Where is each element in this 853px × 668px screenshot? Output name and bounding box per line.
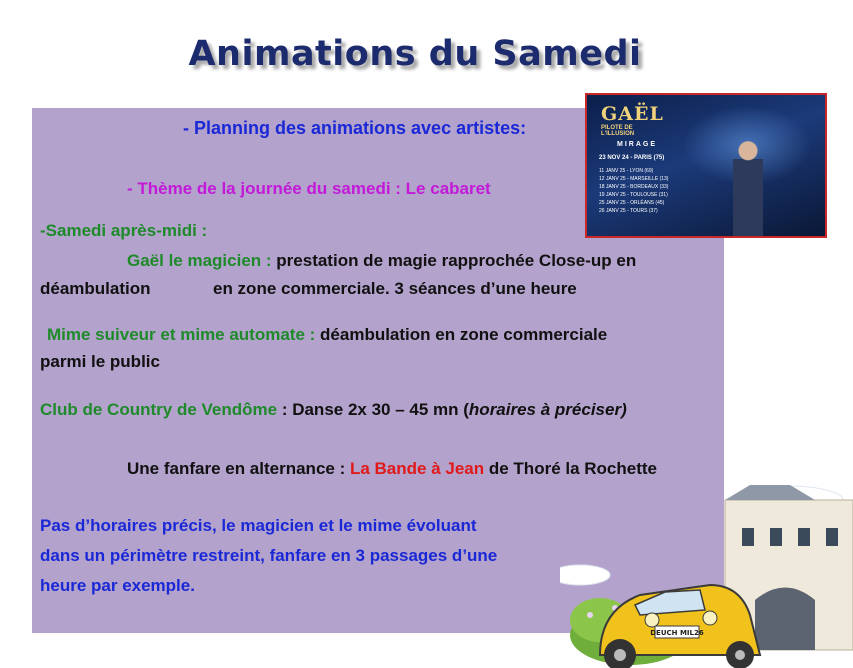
magician-line-2-a: déambulation: [40, 279, 151, 298]
poster-main-date: 23 NOV 24 - PARIS (75): [599, 155, 665, 161]
poster-date-item: 19 JANV 25 - TOULOUSE (31): [599, 192, 668, 198]
mime-line-2: parmi le public: [40, 352, 160, 371]
note-line-1: Pas d’horaires précis, le magicien et le mime évoluant: [40, 516, 477, 535]
poster-date-item: 12 JANV 25 - MARSEILLE (13): [599, 176, 669, 182]
note-line-3: heure par exemple.: [40, 576, 195, 595]
castle-car-illustration: [560, 480, 853, 668]
theme-line: - Thème de la journée du samedi : Le cabaret: [127, 179, 491, 198]
note-line-2: dans un périmètre restreint, fanfare en 3 passages d’une: [40, 546, 498, 565]
magician-line-2-b: en zone commerciale. 3 séances d’une heure: [213, 279, 577, 298]
magician-line-1: [127, 251, 636, 271]
fanfare-prefix: Une fanfare en alternance :: [127, 459, 350, 478]
car-plate: DEUCH MIL26: [650, 629, 704, 637]
mime-desc-1: déambulation en zone commerciale: [315, 325, 608, 344]
fanfare-line: [127, 459, 657, 479]
magician-desc-1: prestation de magie rapprochée Close-up en: [271, 251, 637, 270]
poster-date-item: 26 JANV 25 - TOURS (37): [599, 208, 658, 214]
fanfare-suffix: de Thoré la Rochette: [484, 459, 658, 478]
country-name: Club de Country de Vendôme: [40, 400, 278, 419]
poster-date-item: 11 JANV 25 - LYON (69): [599, 168, 654, 174]
country-italic: horaires à préciser): [468, 400, 627, 419]
poster-name: GAËL: [601, 103, 664, 125]
planning-heading: - Planning des animations avec artistes:: [183, 118, 527, 138]
poster-dates: [599, 167, 668, 215]
mime-name: Mime suiveur et mime automate :: [47, 325, 316, 344]
country-desc: : Danse 2x 30 – 45 mn (: [277, 400, 469, 419]
poster-subtitle: PILOTE DE L'ILLUSION: [601, 125, 635, 137]
country-line: [40, 400, 627, 420]
poster-date-item: 18 JANV 25 - BORDEAUX (33): [599, 184, 669, 190]
afternoon-heading: -Samedi après-midi :: [40, 221, 208, 240]
mime-line-1: [47, 325, 607, 345]
magician-name: Gaël le magicien :: [127, 251, 272, 270]
fanfare-band: La Bande à Jean: [349, 459, 485, 478]
poster-show: MIRAGE: [617, 141, 657, 148]
show-poster: [585, 93, 827, 238]
page-title: Animations du Samedi: [188, 34, 642, 74]
poster-date-item: 25 JANV 25 - ORLÉANS (45): [599, 200, 665, 206]
poster-performer: [727, 135, 769, 238]
